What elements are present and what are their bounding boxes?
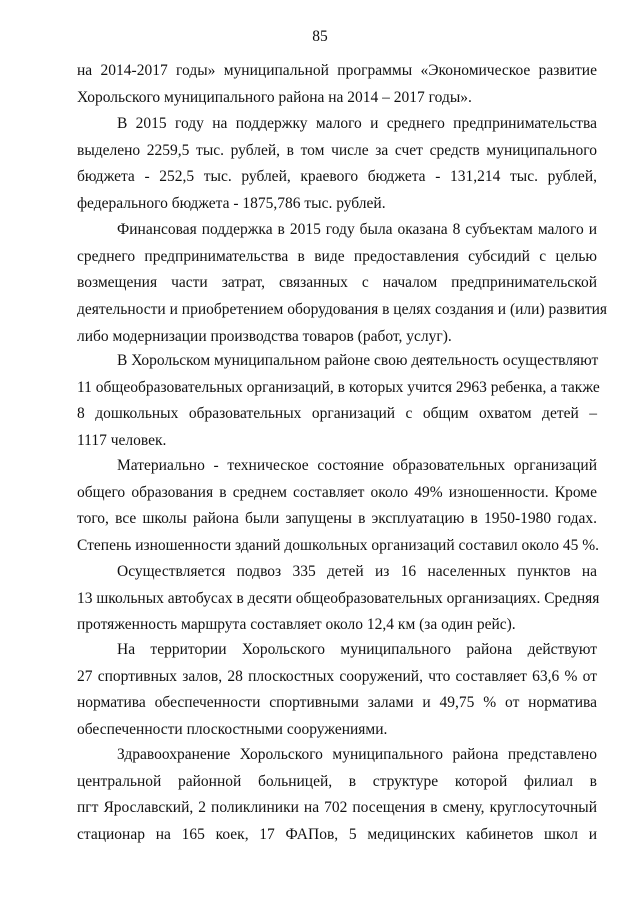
paragraph-8 xyxy=(77,742,597,849)
text-line: пгт Ярославский, 2 поликлиники на 702 посещения в смену, круглосуточный xyxy=(77,799,597,817)
text-line: протяженность маршрута составляет около 12,4 км (за один рейс). xyxy=(77,616,516,634)
text-line: Хорольского муниципального района на 2014 – 2017 годы». xyxy=(77,88,472,106)
page-number: 85 xyxy=(312,28,328,45)
text-line: либо модернизации производства товаров (работ, услуг). xyxy=(77,327,452,345)
text-line: бюджета - 252,5 тыс. рублей, краевого бюджета - 131,214 тыс. рублей, xyxy=(77,168,597,186)
text-line: возмещения части затрат, связанных с началом предпринимательской xyxy=(77,274,597,292)
text-line: обеспеченности плоскостными сооружениями. xyxy=(77,721,388,739)
text-line: федерального бюджета - 1875,786 тыс. рублей. xyxy=(77,195,386,213)
text-line: выделено 2259,5 тыс. рублей, в том числе за счет средств муниципального xyxy=(77,141,597,159)
paragraph-5 xyxy=(77,453,600,560)
text-line: Осуществляется подвоз 335 детей из 16 населенных пунктов на xyxy=(117,563,597,580)
text-line: на 2014-2017 годы» муниципальной программы «Экономическое развитие xyxy=(77,62,597,79)
text-line: стационар на 165 коек, 17 ФАПов, 5 медицинских кабинетов школ и xyxy=(77,826,597,844)
text-line: того, все школы района были запущены в эксплуатацию в 1950-1980 годах. xyxy=(77,510,597,528)
text-line: общего образования в среднем составляет около 49% изношенности. Кроме xyxy=(77,483,597,501)
text-line: 1117 человек. xyxy=(77,432,167,450)
text-line: 27 спортивных залов, 28 плоскостных сооружений, что составляет 63,6 % от xyxy=(77,667,597,685)
paragraph-2 xyxy=(77,111,597,218)
text-line: центральной районной больницей, в структуре которой филиал в xyxy=(77,772,597,790)
paragraph-3 xyxy=(77,217,608,351)
paragraph-7 xyxy=(77,637,597,744)
text-line: Финансовая поддержка в 2015 году была оказана 8 субъектам малого и xyxy=(117,221,597,238)
text-line: норматива обеспеченности спортивными залами и 49,75 % от норматива xyxy=(77,694,597,712)
text-line: 8 дошкольных образовательных организаций с общим охватом детей – xyxy=(77,405,597,423)
text-line: 11 общеобразовательных организаций, в которых учится 2963 ребенка, а также xyxy=(77,378,600,396)
text-line: В Хорольском муниципальном районе свою деятельность осуществляют xyxy=(117,352,599,369)
paragraph-4 xyxy=(77,348,600,455)
text-line: На территории Хорольского муниципального района действуют xyxy=(117,641,597,658)
text-line: среднего предпринимательства в виде предоставления субсидий с целью xyxy=(77,247,597,265)
text-line: деятельности и приобретением оборудования в целях создания и (или) развития xyxy=(77,301,608,319)
text-line: Степень изношенности зданий дошкольных организаций составил около 45 %. xyxy=(77,537,600,555)
text-line: Здравоохранение Хорольского муниципального района представлено xyxy=(117,746,597,763)
text-line: Материально - техническое состояние образовательных организаций xyxy=(117,457,597,474)
text-line: В 2015 году на поддержку малого и среднего предпринимательства xyxy=(117,115,597,132)
text-line: 13 школьных автобусах в десяти общеобразовательных организациях. Средняя xyxy=(77,589,600,607)
paragraph-1 xyxy=(77,58,597,111)
paragraph-6 xyxy=(77,559,600,639)
